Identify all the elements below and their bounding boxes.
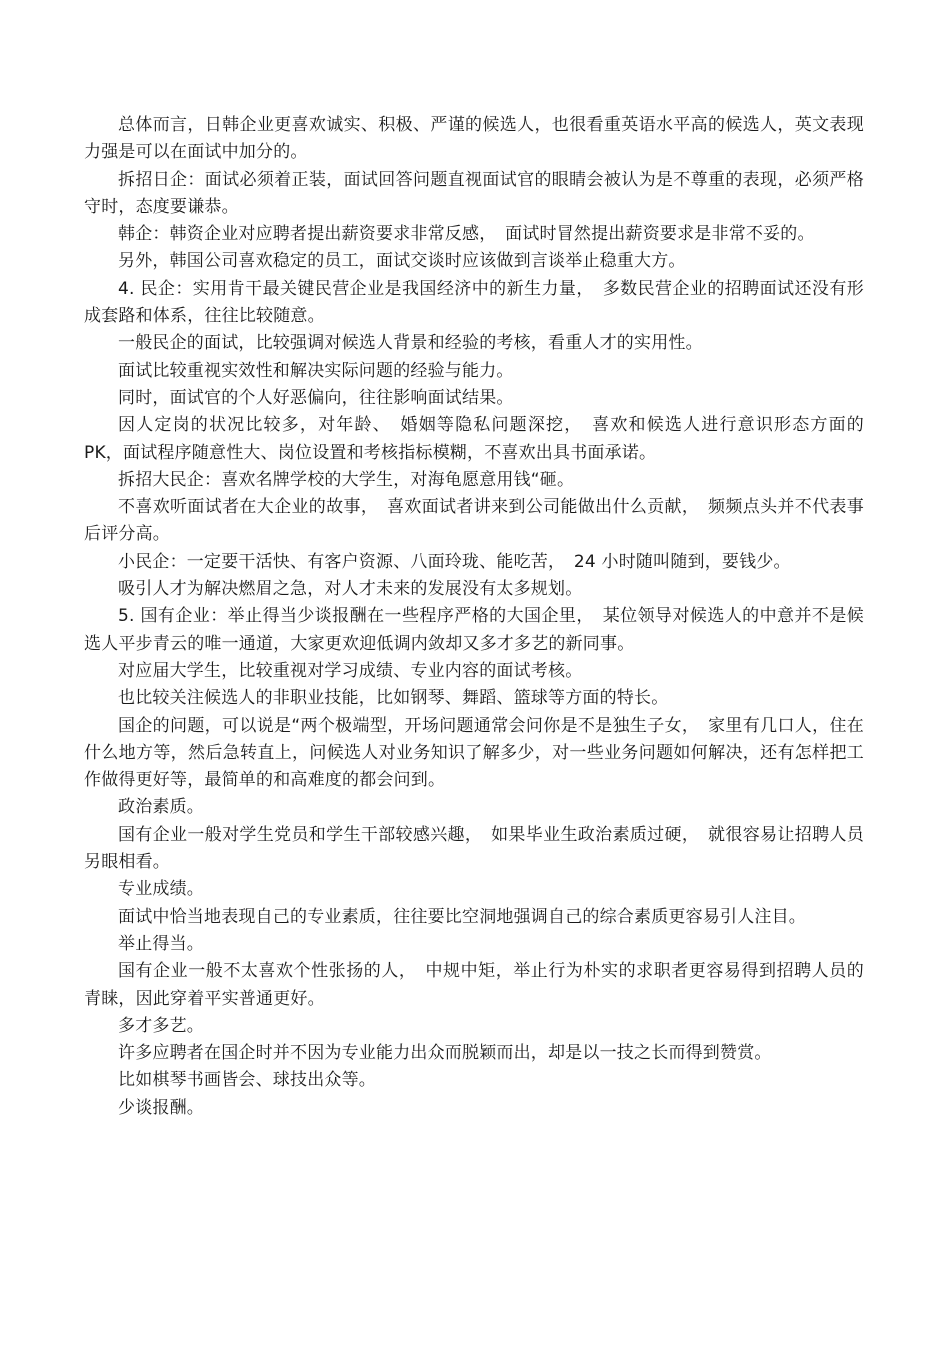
paragraph: 面试比较重视实效性和解决实际问题的经验与能力。 xyxy=(118,360,514,381)
paragraph: 少谈报酬。 xyxy=(118,1097,204,1118)
paragraph: 专业成绩。 xyxy=(118,879,204,900)
paragraph: 吸引人才为解决燃眉之急，对人才未来的发展没有太多规划。 xyxy=(118,579,583,600)
paragraph: 比如棋琴书画皆会、球技出众等。 xyxy=(118,1070,376,1091)
paragraph: 也比较关注候选人的非职业技能，比如钢琴、舞蹈、篮球等方面的特长。 xyxy=(118,688,669,709)
paragraph: 面试中恰当地表现自己的专业素质，往往要比空洞地强调自己的综合素质更容易引人注目。 xyxy=(118,906,806,927)
paragraph: 韩企：韩资企业对应聘者提出薪资要求非常反感， 面试时冒然提出薪资要求是非常不妥的。 xyxy=(118,224,815,245)
paragraph: 另外，韩国公司喜欢稳定的员工，面试交谈时应该做到言谈举止稳重大方。 xyxy=(118,251,686,272)
paragraph: 举止得当。 xyxy=(118,933,204,954)
paragraph: 5. 国有企业：举止得当少谈报酬在一些程序严格的大国企里， 某位领导对候选人的中意并不是候选人平步青云的唯一通道，大家更欢迎低调内敛却又多才多艺的新同事。 xyxy=(84,606,864,654)
paragraph: 因人定岗的状况比较多，对年龄、 婚姻等隐私问题深挖， 喜欢和候选人进行意识形态方面的 PK，面试程序随意性大、岗位设置和考核指标模糊，不喜欢出具书面承诺。 xyxy=(84,415,864,463)
paragraph: 4. 民企：实用肯干最关键民营企业是我国经济中的新生力量， 多数民营企业的招聘面试还没有形成套路和体系，往往比较随意。 xyxy=(84,278,864,327)
paragraph: 国企的问题，可以说是“两个极端型，开场问题通常会问你是不是独生子女， 家里有几口人，住在什么地方等，然后急转直上，问候选人对业务知识了解多少，对一些业务问题如何解决，还有怎样把工作做得更好等，最简单的和高难度的都会问到。 xyxy=(84,715,864,791)
document-body xyxy=(84,112,864,1122)
paragraph: 政治素质。 xyxy=(118,797,204,818)
paragraph: 国有企业一般不太喜欢个性张扬的人， 中规中矩，举止行为朴实的求职者更容易得到招聘人员的青睐，因此穿着平实普通更好。 xyxy=(84,961,864,1009)
paragraph: 同时，面试官的个人好恶偏向，往往影响面试结果。 xyxy=(118,387,514,408)
paragraph: 拆招大民企：喜欢名牌学校的大学生，对海龟愿意用钱“砸。 xyxy=(118,469,575,490)
paragraph: 国有企业一般对学生党员和学生干部较感兴趣， 如果毕业生政治素质过硬， 就很容易让招聘人员另眼相看。 xyxy=(84,824,864,873)
paragraph: 拆招日企：面试必须着正装，面试回答问题直视面试官的眼睛会被认为是不尊重的表现，必须严格守时，态度要谦恭。 xyxy=(84,169,864,217)
paragraph: 对应届大学生，比较重视对学习成绩、专业内容的面试考核。 xyxy=(118,660,583,681)
paragraph: 小民企：一定要干活快、有客户资源、八面玲珑、能吃苦， 24 小时随叫随到，要钱少。 xyxy=(118,551,791,572)
paragraph: 总体而言，日韩企业更喜欢诚实、积极、严谨的候选人，也很看重英语水平高的候选人，英文表现力强是可以在面试中加分的。 xyxy=(84,115,864,163)
paragraph: 一般民企的面试，比较强调对候选人背景和经验的考核，看重人才的实用性。 xyxy=(118,333,703,354)
paragraph: 不喜欢听面试者在大企业的故事， 喜欢面试者讲来到公司能做出什么贡献， 频频点头并不代表事后评分高。 xyxy=(84,497,864,545)
paragraph: 多才多艺。 xyxy=(118,1015,204,1036)
paragraph: 许多应聘者在国企时并不因为专业能力出众而脱颖而出，却是以一技之长而得到赞赏。 xyxy=(118,1043,772,1064)
